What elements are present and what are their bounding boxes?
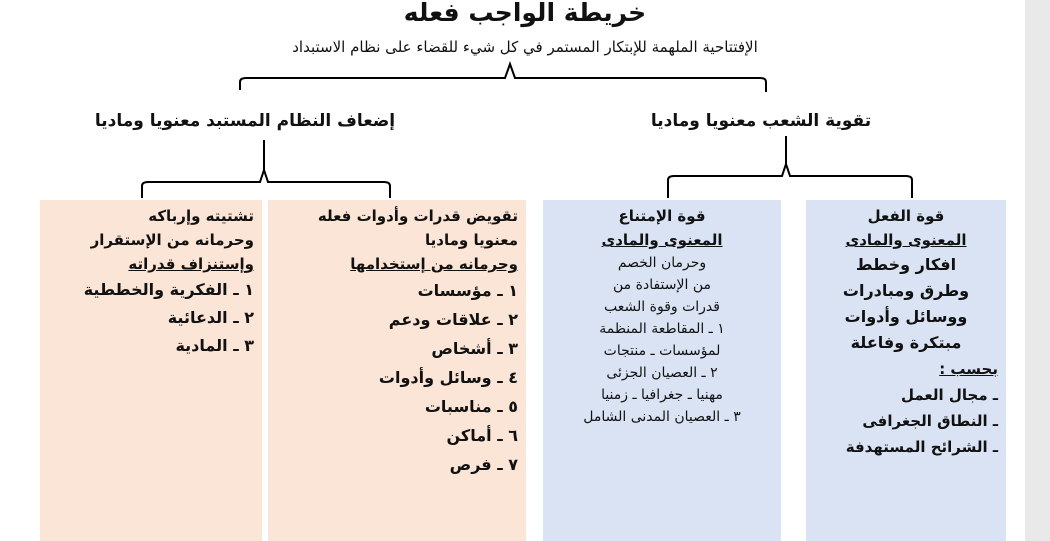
box3-header-underlined: المعنوى والمادى bbox=[601, 231, 723, 249]
box2-header-underlined: وحرمانه من إستخدامها bbox=[350, 255, 518, 273]
box2-header-line: معنويا وماديا bbox=[425, 231, 518, 249]
box4-header-underlined: المعنوى والمادى bbox=[845, 231, 967, 249]
box3-line: من الإستفادة من bbox=[613, 277, 711, 293]
box1-header-line: وحرمانه من الإستقرار bbox=[90, 231, 254, 249]
box3-line: قدرات وقوة الشعب bbox=[604, 299, 720, 315]
box3-header: قوة الإمتناع bbox=[618, 207, 706, 225]
box3-line: وحرمان الخصم bbox=[617, 255, 707, 271]
box3-line: ٢ ـ العصيان الجزئى bbox=[606, 365, 718, 381]
box1-item: ٣ ـ المادية bbox=[175, 336, 254, 355]
box2-item: ٥ ـ مناسبات bbox=[424, 397, 518, 416]
box3-line: ٣ ـ العصيان المدنى الشامل bbox=[583, 409, 741, 425]
box3-line: لمؤسسات ـ منتجات bbox=[603, 343, 721, 359]
diagram-subtitle: الإفتتاحية الملهمة للإبتكار المستمر في كل شيء للقضاء على نظام الاستبداد bbox=[292, 38, 758, 56]
box2-item: ٤ ـ وسائل وأدوات bbox=[378, 368, 518, 387]
box3-line: ١ ـ المقاطعة المنظمة bbox=[599, 321, 725, 337]
box4-header: قوة الفعل bbox=[867, 207, 945, 225]
box-power-of-refusal bbox=[543, 200, 781, 541]
box2-item: ٦ ـ أماكن bbox=[446, 426, 518, 445]
right-brace bbox=[668, 164, 912, 198]
box2-item: ١ ـ مؤسسات bbox=[417, 281, 518, 300]
box4-line: وطرق ومبادرات bbox=[842, 281, 970, 300]
box1-header-underlined: وإستنزاف قدراته bbox=[128, 255, 254, 273]
branch-weaken-regime: إضعاف النظام المستبد معنويا وماديا bbox=[94, 111, 396, 131]
branch-strengthen-people: تقوية الشعب معنويا وماديا bbox=[650, 111, 872, 131]
box1-item: ١ ـ الفكرية والخططية bbox=[83, 280, 254, 299]
box4-line: مبتكرة وفاعلة bbox=[850, 333, 962, 352]
box1-item: ٢ ـ الدعائية bbox=[167, 308, 254, 327]
box4-line: افكار وخطط bbox=[855, 255, 957, 274]
box-power-of-action bbox=[806, 200, 1006, 541]
box3-line: مهنيا ـ جغرافيا ـ زمنيا bbox=[601, 387, 723, 403]
box2-item: ٢ ـ علاقات ودعم bbox=[388, 310, 518, 329]
box4-line: ووسائل وأدوات bbox=[844, 307, 968, 326]
box-undermine-capabilities bbox=[268, 200, 526, 541]
box2-item: ٣ ـ أشخاص bbox=[431, 339, 518, 358]
box2-item: ٧ ـ فرص bbox=[449, 455, 518, 474]
left-brace bbox=[142, 170, 390, 198]
box-disrupt-regime bbox=[40, 200, 262, 541]
box2-header-line: تقويض قدرات وأدوات فعله bbox=[317, 207, 518, 225]
box4-item: ـ مجال العمل bbox=[900, 386, 998, 404]
box4-item: ـ الشرائح المستهدفة bbox=[845, 438, 998, 456]
box4-by-label: بحسب : bbox=[939, 360, 998, 378]
box4-item: ـ النطاق الجغرافى bbox=[862, 412, 998, 430]
box1-header-line: تشتيته وإرباكه bbox=[148, 207, 254, 225]
diagram-title: خريطة الواجب فعله bbox=[403, 0, 647, 27]
top-brace bbox=[240, 64, 766, 92]
